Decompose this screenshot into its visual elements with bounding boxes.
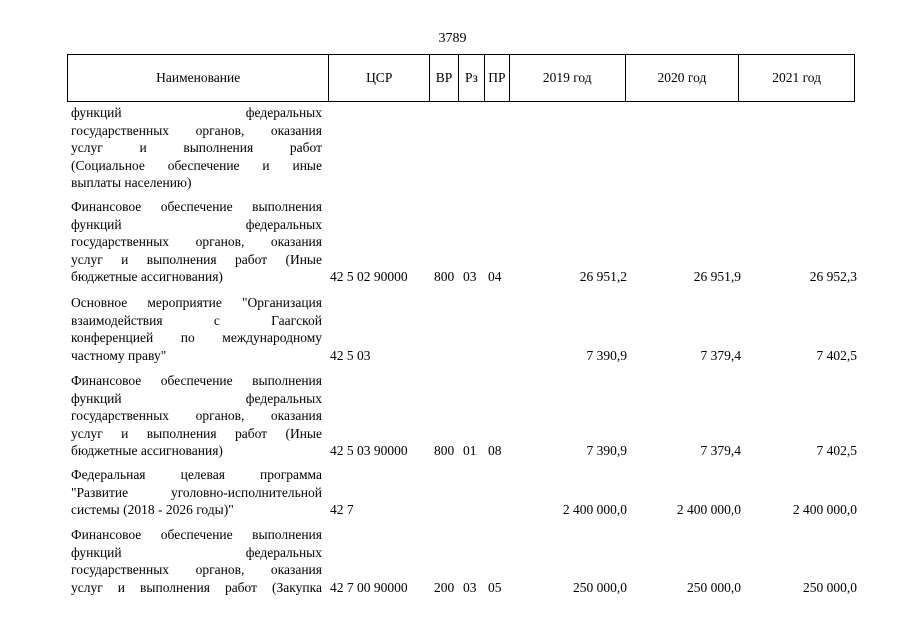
row-name-line: услуг и выполнения работ (Закупка <box>71 579 322 595</box>
header-name: Наименование <box>68 55 329 101</box>
row-name <box>71 198 322 286</box>
row-name-line: функций федеральных <box>71 390 322 406</box>
row-2019: 26 951,2 <box>579 269 627 284</box>
header-csr: ЦСР <box>329 55 430 101</box>
page-number: 3789 <box>438 31 467 46</box>
row-name-line: функций федеральных <box>71 105 322 120</box>
row-name-line: услуг и выполнения работ (Иные <box>71 425 322 441</box>
row-pr: 04 <box>488 269 502 284</box>
row-csr: 42 5 03 90000 <box>330 443 408 458</box>
row-name-line: Финансовое обеспечение выполнения <box>71 373 322 388</box>
row-name <box>71 526 322 596</box>
row-name-line: Федеральная целевая программа <box>71 467 322 482</box>
header-rz: Рз <box>459 55 485 101</box>
row-csr: 42 5 03 <box>330 347 371 363</box>
row-name-line: частному праву" <box>71 347 167 363</box>
row-name-line: выплаты населению) <box>71 175 192 190</box>
row-2019: 7 390,9 <box>586 347 627 363</box>
row-2020: 250 000,0 <box>687 579 741 595</box>
row-2020: 7 379,4 <box>700 347 741 363</box>
row-name-line: функций федеральных <box>71 544 322 560</box>
row-2021: 7 402,5 <box>816 443 857 458</box>
row-name-line: конференцией по международному <box>71 330 322 345</box>
row-name-line: услуг и выполнения работ (Иные <box>71 251 322 267</box>
row-vr: 800 <box>434 443 455 458</box>
header-vr: ВР <box>430 55 459 101</box>
row-name-line: Финансовое обеспечение выполнения <box>71 199 322 214</box>
row-name <box>71 466 322 519</box>
row-2019: 2 400 000,0 <box>562 502 627 517</box>
row-2021: 250 000,0 <box>803 579 857 595</box>
row-vr: 800 <box>434 269 455 284</box>
row-name-line: бюджетные ассигнования) <box>71 443 223 458</box>
row-name-line: государственных органов, оказания <box>71 122 322 138</box>
row-pr: 05 <box>488 579 502 595</box>
row-name-line: "Развитие уголовно-исполнительной <box>71 484 322 500</box>
row-name <box>71 294 322 364</box>
row-2020: 7 379,4 <box>700 443 741 458</box>
row-csr: 42 7 <box>330 502 354 517</box>
row-pr: 08 <box>488 443 502 458</box>
row-name-line: системы (2018 - 2026 годы)" <box>71 502 234 517</box>
row-rz: 03 <box>463 269 477 284</box>
row-name-line: государственных органов, оказания <box>71 408 322 423</box>
row-name-line: бюджетные ассигнования) <box>71 269 223 284</box>
row-name-line: государственных органов, оказания <box>71 562 322 577</box>
row-2021: 26 952,3 <box>809 269 857 284</box>
header-2019: 2019 год <box>510 55 626 101</box>
row-2019: 7 390,9 <box>586 443 627 458</box>
row-vr: 200 <box>434 579 455 595</box>
row-csr: 42 7 00 90000 <box>330 579 408 595</box>
row-name-line: взаимодействия с Гаагской <box>71 312 322 328</box>
row-2021: 2 400 000,0 <box>792 502 857 517</box>
row-name-line: Основное мероприятие "Организация <box>71 295 322 310</box>
row-rz: 03 <box>463 579 477 595</box>
row-name-line: функций федеральных <box>71 216 322 232</box>
row-name-line: услуг и выполнения работ <box>71 140 322 155</box>
header-2020: 2020 год <box>626 55 740 101</box>
header-pr: ПР <box>485 55 510 101</box>
row-csr: 42 5 02 90000 <box>330 269 408 284</box>
row-rz: 01 <box>463 443 477 458</box>
header-2021: 2021 год <box>772 70 822 85</box>
row-name-line: (Социальное обеспечение и иные <box>71 157 322 173</box>
row-name-line: государственных органов, оказания <box>71 234 322 249</box>
row-name <box>71 372 322 460</box>
row-2021: 7 402,5 <box>816 347 857 363</box>
row-2020: 26 951,9 <box>693 269 741 284</box>
row-2020: 2 400 000,0 <box>676 502 741 517</box>
row-name-line: Финансовое обеспечение выполнения <box>71 527 322 542</box>
row-name <box>71 104 322 192</box>
row-2019: 250 000,0 <box>573 579 627 595</box>
